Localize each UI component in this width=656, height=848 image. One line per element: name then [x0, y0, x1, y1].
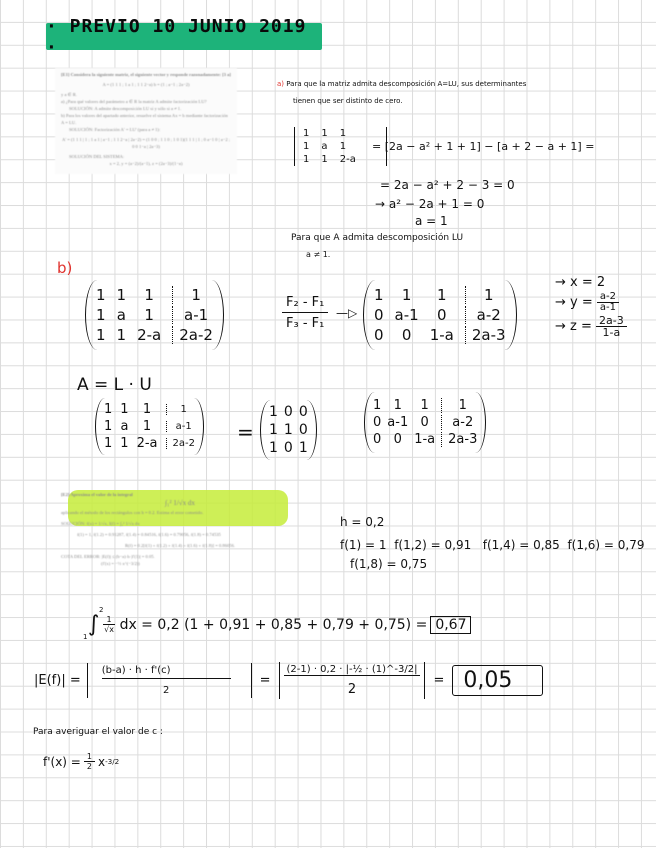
- error-sub-den: 2: [347, 682, 357, 697]
- paste-line: x = 2, y = (a−2)/(a−1), z = (2a−3)/(1−a): [109, 161, 183, 166]
- det-cell: 1: [321, 128, 328, 139]
- matrix-cell: 0: [374, 306, 384, 324]
- matrix-cell: 1: [96, 326, 106, 344]
- arrow-icon: —▷: [336, 306, 358, 320]
- f-value: f(1,2) = 0,91: [394, 538, 472, 552]
- matrix-cell: a: [120, 419, 129, 434]
- det-cell: 1: [303, 141, 310, 152]
- matrix-cell: 1: [144, 306, 154, 324]
- matrix-cell: 1: [401, 286, 412, 304]
- part-a-condition: a ≠ 1.: [306, 250, 331, 259]
- integrand-den: √x: [104, 625, 114, 634]
- error-formula-num: (b-a) · h · f'(c): [102, 665, 231, 679]
- matrix-cell: 0: [298, 422, 308, 438]
- matrix-cell: 1: [116, 286, 127, 304]
- derivative-exponent: -3/2: [105, 757, 120, 766]
- matrix-cell: 2-a: [137, 326, 162, 344]
- paste-line: COTA DEL ERROR: |E(f)| ≤ (b−a)·h·|f'(1)| = 0.05.: [61, 554, 155, 559]
- paste-line: y a ∈ R.: [61, 92, 77, 97]
- det-cell: 1: [303, 128, 310, 139]
- paste-line: SOLUCIÓN: f(x) = 1/√x, I(f) = ∫₁² 1/√x dx: [61, 521, 140, 526]
- c-note: Para averiguar el valor de c :: [33, 727, 163, 737]
- matrix-cell: 2-a: [136, 436, 158, 451]
- solution-z: → z = $\frac{2a-3}{1-a}$: [555, 315, 627, 338]
- derivative-formula: [43, 752, 119, 771]
- matrix-cell: 1: [465, 286, 506, 304]
- det-cell: 1: [303, 154, 310, 165]
- lu-matrix-u: [364, 392, 486, 453]
- det-cell: 1: [339, 141, 347, 152]
- det-step-1: = 2a − a² + 2 − 3 = 0: [380, 178, 515, 192]
- matrix-cell: 1-a: [429, 326, 454, 344]
- matrix-cell: 0: [373, 432, 382, 447]
- pasted-problem-image-1[interactable]: [55, 68, 237, 174]
- lu-matrix-a: [95, 398, 204, 455]
- det-cell: a: [321, 141, 328, 152]
- paste-line: SOLUCIÓN: Factorización A' = LU' (para a ≠ 1):: [69, 127, 161, 132]
- solution-y-num: a-2: [597, 292, 619, 303]
- solution-x: → x = 2: [555, 275, 606, 290]
- matrix-cell: 0: [401, 326, 412, 344]
- integral-result: 0,67: [430, 616, 471, 634]
- part-a-label: a): [277, 80, 285, 88]
- error-lhs: |E(f)| =: [34, 673, 81, 688]
- paste-line: b) Para los valores del apartado anterior, resuelve el sistema Ax = b mediante factorización A = LU.: [61, 113, 228, 125]
- paste-line: R(f) = 0.2[f(1) + f(1.2) + f(1.4) + f(1.6) + f(1.8)] = 0.86056.: [124, 543, 236, 548]
- matrix-cell: a-1: [387, 415, 409, 430]
- error-formula-den: 2: [162, 685, 170, 696]
- det-expansion: = [2a − a² + 1 + 1] − [a + 2 − a + 1] =: [372, 140, 595, 153]
- title-banner: [46, 15, 322, 58]
- augmented-matrix: [85, 280, 224, 350]
- det-cell: 1: [339, 128, 347, 139]
- det-cell: 1: [321, 154, 328, 165]
- matrix-cell: 1: [96, 286, 106, 304]
- matrix-cell: 1: [120, 436, 129, 451]
- paste-line: a) ¿Para qué valores del parámetro a ∈ R la matriz A admite factorización LU?: [61, 99, 207, 104]
- solution-z-label: z =: [570, 319, 592, 334]
- pasted-problem-image-2[interactable]: [55, 488, 305, 598]
- matrix-cell: 0: [420, 415, 429, 430]
- matrix-cell: 1: [298, 440, 308, 456]
- paste-line: [E1] Considera la siguiente matriz, el siguiente vector y responde razonadamente: [3 a]: [61, 72, 231, 77]
- paste-line: aplicando el método de los rectángulos con h = 0.2. Estima el error cometido.: [61, 510, 204, 515]
- integrand-num: 1: [103, 615, 114, 625]
- paste-line: SOLUCIÓN DEL SISTEMA:: [69, 154, 125, 159]
- matrix-cell: 1: [283, 422, 293, 438]
- matrix-cell: 1: [104, 436, 113, 451]
- error-bound: [34, 662, 543, 699]
- solution-y: → y = $\frac{a-2}{a-1}$: [555, 292, 627, 313]
- matrix-cell: 0: [298, 404, 308, 420]
- matrix-cell: a-1: [172, 306, 213, 324]
- paste-line: A' = (1 1 1 | 1 ; 1 a 1 | a−1 ; 1 1 2−a | 2a−2) = (1 0 0 ; 1 1 0 ; 1 0 1)(1 1 1 | 1 ; 0 a−1 0 | a−2 ; 0 0 1−a | 2a−3): [61, 137, 231, 149]
- matrix-cell: 1: [269, 404, 278, 420]
- matrix-cell: 1: [373, 398, 382, 413]
- lu-equals: =: [237, 420, 254, 444]
- matrix-cell: 1: [104, 419, 113, 434]
- matrix-cell: 0: [393, 432, 402, 447]
- f-value: f(1,6) = 0,79: [567, 538, 645, 552]
- paste-line: ∫₁² 1/√x dx: [165, 499, 195, 507]
- integral-sum: dx = 0,2 (1 + 0,91 + 0,85 + 0,79 + 0,75) =: [119, 616, 428, 633]
- lu-matrix-l: [260, 400, 317, 460]
- matrix-cell: 1: [144, 286, 154, 304]
- reduced-matrix: [363, 280, 517, 350]
- error-sub-num: (2-1) · 0,2 · |-½ · (1)^-3/2|: [284, 664, 421, 676]
- matrix-cell: 0: [373, 415, 382, 430]
- matrix-cell: 1-a: [414, 432, 436, 447]
- integral-sign-icon: ∫ 2 1: [83, 606, 104, 641]
- f-value: f(1) = 1: [340, 538, 387, 552]
- matrix-cell: 1: [374, 286, 384, 304]
- solution-y-den: a-1: [599, 302, 616, 313]
- matrix-cell: a-1: [166, 421, 195, 432]
- integral-lower: 1: [83, 633, 88, 641]
- matrix-cell: 1: [437, 286, 447, 304]
- derivative-den: 2: [86, 762, 92, 771]
- det-cell: 2-a: [339, 154, 356, 165]
- integral-upper: 2: [99, 606, 104, 614]
- matrix-cell: 1: [104, 402, 113, 417]
- matrix-cell: 0: [374, 326, 384, 344]
- solutions: [555, 276, 627, 338]
- solution-y-label: y =: [570, 295, 593, 310]
- matrix-cell: 1: [420, 398, 429, 413]
- paste-line: [E2] Aproxima el valor de la integral: [61, 492, 133, 497]
- paste-line: f(1) = 1, f(1.2) = 0.91287, f(1.4) = 0.84516, f(1.6) = 0.79056, f(1.8) = 0.74535: [77, 532, 221, 537]
- matrix-cell: 1: [96, 306, 106, 324]
- step-size-h: h = 0,2: [340, 515, 385, 529]
- matrix-cell: 1: [142, 419, 152, 434]
- solution-z-den: 1-a: [602, 326, 621, 339]
- matrix-cell: 1: [166, 404, 195, 415]
- error-equals-2: =: [433, 673, 445, 688]
- matrix-cell: 0: [283, 404, 293, 420]
- matrix-cell: 2a-2: [172, 326, 213, 344]
- integral-approximation: [83, 606, 471, 641]
- matrix-cell: 1: [120, 402, 129, 417]
- matrix-cell: 1: [142, 402, 152, 417]
- title-text: · PREVIO 10 JUNIO 2019 ·: [46, 15, 307, 58]
- matrix-cell: 1: [393, 398, 402, 413]
- part-a-intro-line-1: Para que la matriz admita descomposición A=LU, sus determinantes: [286, 80, 527, 88]
- det-step-2: → a² − 2a + 1 = 0: [375, 197, 485, 211]
- matrix-cell: 1: [269, 422, 278, 438]
- paste-line: SOLUCIÓN: A admite descomposición LU si y sólo si a ≠ 1.: [69, 106, 182, 111]
- matrix-cell: 1: [269, 440, 278, 456]
- f-values-row-1: [340, 538, 645, 552]
- matrix-cell: 2a-2: [166, 438, 195, 449]
- row-operations: [282, 295, 328, 331]
- solution-z-num: 2a-3: [596, 315, 627, 327]
- part-a-intro-line-2: tienen que ser distinto de cero.: [293, 97, 403, 105]
- f-value: f(1,8) = 0,75: [350, 557, 428, 571]
- matrix-cell: 1: [172, 286, 213, 304]
- error-result: 0,05: [452, 665, 543, 696]
- matrix-cell: a-1: [394, 306, 419, 324]
- matrix-cell: 2a-3: [441, 432, 477, 447]
- solution-x-text: x = 2: [570, 275, 606, 290]
- f-value: f(1,4) = 0,85: [482, 538, 560, 552]
- matrix-cell: a-2: [441, 415, 477, 430]
- part-b-label: b): [57, 259, 73, 277]
- matrix-cell: 0: [437, 306, 447, 324]
- matrix-cell: 2a-3: [465, 326, 506, 344]
- derivative-lhs: f'(x) =: [43, 754, 81, 769]
- paste-line: A = (1 1 1 ; 1 a 1 ; 1 1 2−a) b = (1 ; a−1 ; 2a−2): [102, 82, 190, 87]
- row-op-bottom: F₃ - F₁: [286, 316, 325, 331]
- matrix-cell: 0: [283, 440, 293, 456]
- part-a-intro: [277, 80, 526, 88]
- derivative-base: x: [97, 754, 106, 769]
- lu-title: A = L · U: [77, 375, 152, 395]
- det-step-3: a = 1: [415, 214, 448, 228]
- matrix-cell: 1: [441, 398, 477, 413]
- error-equals: =: [259, 673, 271, 688]
- matrix-cell: a: [116, 306, 126, 324]
- matrix-cell: a-2: [465, 306, 506, 324]
- row-op-top: F₂ - F₁: [282, 295, 328, 313]
- matrix-cell: 1: [116, 326, 127, 344]
- paste-line: (f'(x) = −½ x^(−3/2)): [101, 561, 140, 566]
- part-a-conclusion: Para que A admita descomposición LU: [291, 233, 464, 243]
- derivative-num: 1: [84, 752, 95, 762]
